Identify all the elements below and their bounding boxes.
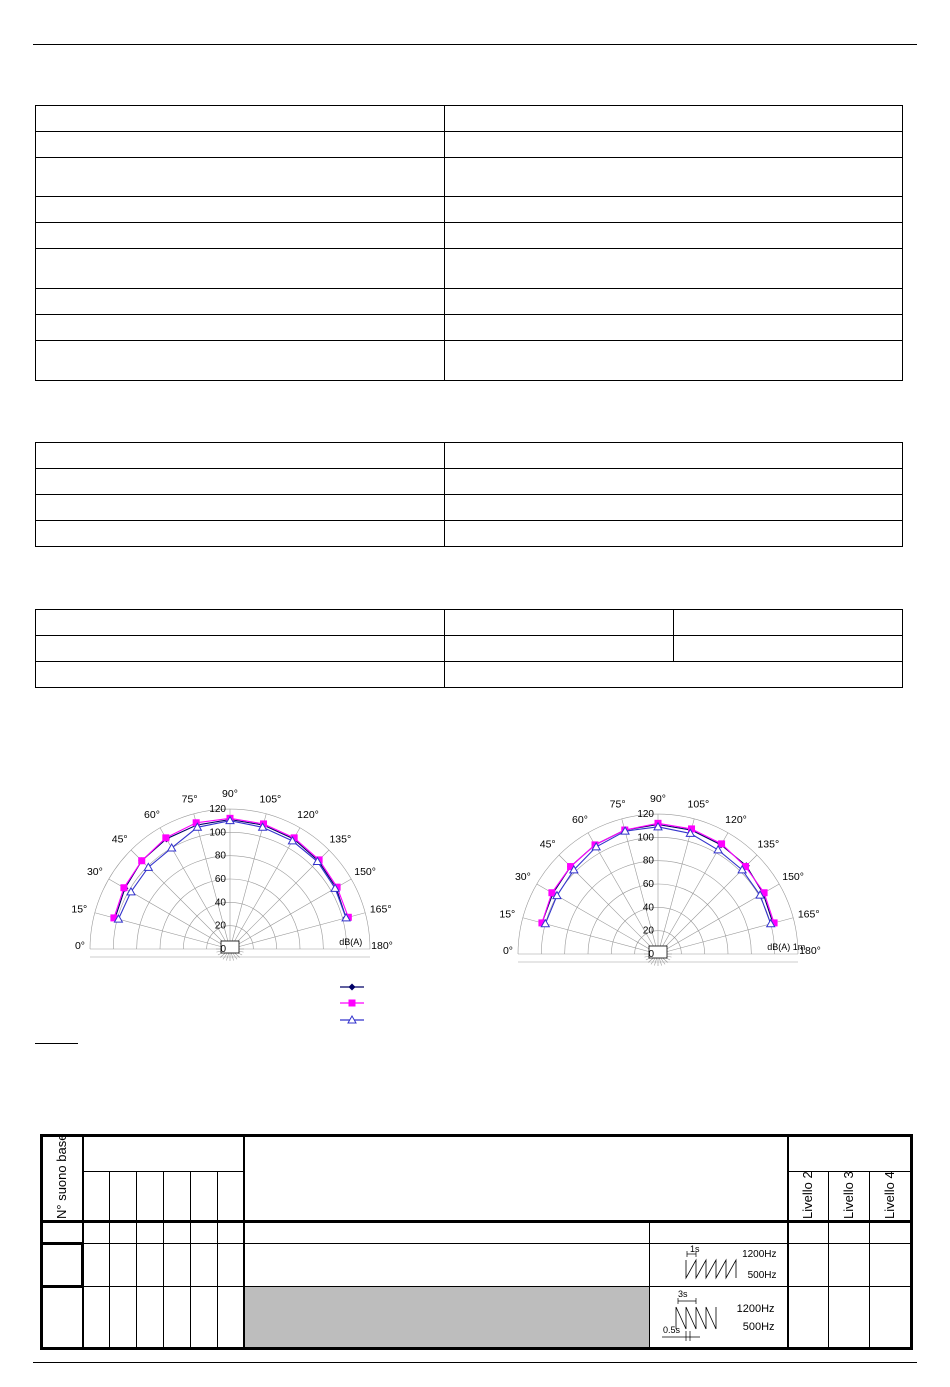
legend-marker [349, 1000, 356, 1007]
radial-label: 0 [220, 944, 226, 955]
table-row [36, 341, 903, 381]
table-row [36, 469, 903, 495]
legend-series-3 [340, 1013, 364, 1025]
angle-label: 180° [371, 940, 393, 952]
table-row [36, 197, 903, 223]
table-row [36, 106, 903, 132]
angle-label: 30° [86, 866, 103, 878]
angle-label: 15° [71, 903, 88, 916]
radial-label: 80 [214, 850, 226, 862]
unit-label: dB(A) [339, 937, 363, 947]
data-point [138, 857, 145, 864]
data-point [548, 889, 555, 896]
angle-label: 45° [539, 838, 556, 851]
legend-marker [349, 984, 356, 991]
highlighted-cell [244, 1287, 650, 1349]
freq-high-2: 1200Hz [736, 1303, 775, 1315]
radial-label: 120 [637, 809, 654, 820]
table-row [36, 315, 903, 341]
bottom-rule [33, 1362, 917, 1363]
table-row [36, 662, 903, 688]
radial-label: 40 [214, 897, 226, 909]
table-row [36, 158, 903, 197]
angle-label: 45° [111, 833, 128, 846]
level-2-header: Livello 2 [788, 1172, 829, 1222]
radial-label: 0 [648, 949, 654, 960]
freq-low-2: 500Hz [742, 1321, 775, 1333]
waveform-cell-1 [650, 1244, 788, 1287]
radial-label: 60 [214, 874, 226, 885]
angle-label: 75° [181, 793, 198, 806]
grid-spoke [230, 814, 266, 949]
col-header-tone-number [42, 1133, 83, 1222]
angle-label: 75° [609, 798, 626, 811]
angle-label: 135° [757, 838, 780, 851]
angle-label: 135° [329, 833, 352, 846]
level-3-header: Livello 3 [829, 1172, 870, 1222]
top-rule [33, 44, 917, 45]
table-row [42, 1222, 912, 1244]
legend-series-2 [340, 996, 364, 1008]
unit-label: dB(A) 1m [767, 942, 806, 952]
angle-label: 0° [502, 945, 514, 957]
angle-label: 105° [687, 798, 710, 811]
angle-label: 15° [499, 908, 516, 921]
table-row [36, 495, 903, 521]
table-row [36, 132, 903, 158]
radial-label: 20 [642, 925, 654, 937]
angle-label: 120° [725, 813, 747, 826]
angle-label: 120° [297, 808, 319, 821]
angle-label: 150° [354, 866, 376, 878]
data-point [127, 888, 135, 895]
table-row [42, 1287, 912, 1349]
angle-label: 165° [369, 903, 392, 916]
data-point [120, 884, 127, 891]
radial-label: 100 [209, 827, 226, 839]
angle-label: 60° [144, 808, 160, 821]
table-row [42, 1136, 912, 1172]
data-point [162, 834, 169, 841]
table-row [36, 610, 903, 636]
waveform-cell-2 [650, 1287, 788, 1349]
spec-table-2 [35, 442, 903, 547]
freq-high-1: 1200Hz [742, 1249, 777, 1260]
table-row [36, 249, 903, 289]
freq-low-1: 500Hz [747, 1270, 777, 1281]
underline-mark [35, 1043, 78, 1044]
grid-spoke [230, 828, 300, 949]
sawtooth-up-icon [660, 1291, 730, 1343]
radial-label: 120 [209, 804, 226, 815]
data-point [718, 840, 725, 847]
table-row [42, 1244, 912, 1287]
angle-label: 0° [74, 940, 86, 952]
tone-number-label: N° suono base [54, 1133, 70, 1219]
period-label-2: 3s [678, 1289, 688, 1299]
table-row [36, 636, 903, 662]
sub-period-label-2: 0.5s [663, 1325, 681, 1335]
spec-table-1 [35, 105, 903, 381]
level-4-header: Livello 4 [870, 1172, 912, 1222]
angle-label: 90° [222, 788, 238, 800]
radial-label: 100 [637, 832, 654, 844]
table-row [36, 443, 903, 469]
polar-chart-right [466, 762, 846, 972]
legend-series-1 [340, 980, 364, 992]
radial-label: 40 [642, 902, 654, 914]
radial-label: 80 [642, 855, 654, 867]
angle-label: 180° [799, 945, 821, 957]
table-row [36, 289, 903, 315]
polar-chart-left [38, 762, 418, 972]
angle-label: 150° [782, 871, 804, 883]
grid-spoke [658, 819, 694, 954]
angle-label: 90° [650, 793, 666, 805]
angle-label: 60° [572, 813, 588, 826]
angle-label: 30° [514, 871, 531, 883]
table-row [36, 223, 903, 249]
tones-table [40, 1134, 913, 1350]
spec-table-3 [35, 609, 903, 688]
angle-label: 105° [259, 793, 282, 806]
angle-label: 165° [797, 908, 820, 921]
radial-label: 20 [214, 920, 226, 932]
table-row [36, 521, 903, 547]
period-label-1: 1s [690, 1244, 700, 1254]
radial-label: 60 [642, 879, 654, 890]
